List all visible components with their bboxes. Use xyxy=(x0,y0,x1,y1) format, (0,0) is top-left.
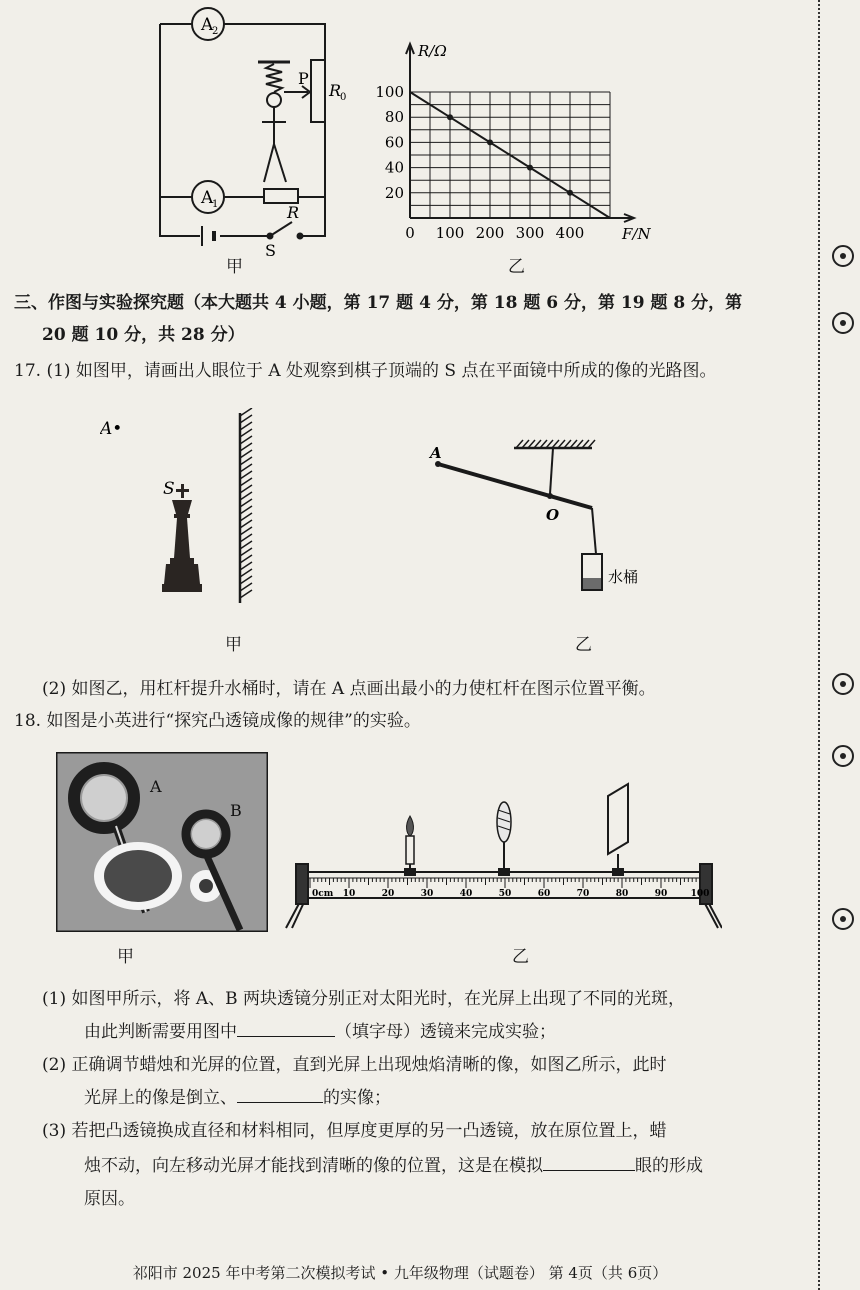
x-tick-label: 300 xyxy=(515,224,545,240)
svg-text:R: R xyxy=(329,81,342,100)
resistance-force-chart xyxy=(370,40,660,240)
q18-part3-text-a: 烛不动，向左移动光屏才能找到清晰的像的位置，这是在模拟 xyxy=(84,1156,543,1176)
binding-hole xyxy=(832,745,854,767)
q18-part3-text-b: 眼的形成 xyxy=(635,1156,703,1176)
circuit-diagram xyxy=(140,4,350,260)
lever-figure xyxy=(420,438,650,608)
optical-bench xyxy=(282,770,722,930)
lever-point-a-label: A xyxy=(430,444,442,462)
ruler-label: 80 xyxy=(615,889,629,899)
q18-part2-line1: (2) 正确调节蜡烛和光屏的位置，直到光屏上出现烛焰清晰的像，如图乙所示，此时 xyxy=(42,1055,667,1075)
x-axis-label: F/N xyxy=(622,225,651,240)
svg-text:A: A xyxy=(201,15,214,35)
q18-answer-blank-2[interactable] xyxy=(237,1084,323,1103)
q18-part1-text-b: （填字母）透镜来完成实验； xyxy=(335,1022,556,1042)
y-tick-label: 80 xyxy=(384,108,404,127)
ruler-label: 30 xyxy=(420,889,434,899)
resistor-r0-label xyxy=(328,81,346,103)
q18-part3-line3: 原因。 xyxy=(84,1189,135,1209)
data-point xyxy=(487,139,493,145)
y-tick-label: 40 xyxy=(384,158,404,177)
candle xyxy=(404,816,416,876)
circuit-caption: 甲 xyxy=(226,257,243,277)
q18-part2-text-a: 光屏上的像是倒立、 xyxy=(84,1088,237,1108)
binding-hole xyxy=(832,245,854,267)
binding-hole xyxy=(832,908,854,930)
ruler-label: 50 xyxy=(498,889,512,899)
y-tick-label: 20 xyxy=(384,183,404,202)
binding-dotted-line xyxy=(818,0,820,1290)
q18-part3-line1: (3) 若把凸透镜换成直径和材料相同，但厚度更厚的另一凸透镜，放在原位置上，蜡 xyxy=(42,1121,667,1141)
ruler-label: 60 xyxy=(537,889,551,899)
q18-part2-line2 xyxy=(84,1084,391,1111)
q18-part2-text-b: 的实像； xyxy=(323,1088,391,1108)
ruler-label: 100 xyxy=(690,889,710,899)
ruler-label: 10 xyxy=(342,889,356,899)
ruler-label: 40 xyxy=(459,889,473,899)
plane-mirror xyxy=(240,408,252,603)
graph-caption: 乙 xyxy=(508,257,525,277)
point-s-label: S xyxy=(163,479,175,499)
q18-part1-line2 xyxy=(84,1018,556,1045)
data-point xyxy=(567,190,573,196)
optical-bench-caption: 乙 xyxy=(512,947,529,967)
q18-stem: 18. 如图是小英进行“探究凸透镜成像的规律”的实验。 xyxy=(14,711,421,731)
chart-tick-labels xyxy=(375,83,584,240)
ruler-label: 20 xyxy=(381,889,395,899)
mirror-figure xyxy=(100,408,280,608)
resistor-r-label: R xyxy=(287,203,300,222)
convex-lens xyxy=(497,802,511,876)
svg-text:2: 2 xyxy=(212,26,219,37)
ruler-label: 90 xyxy=(654,889,668,899)
q18-part3-line2 xyxy=(84,1152,703,1179)
lens-photo xyxy=(56,752,268,932)
svg-text:0: 0 xyxy=(340,92,347,103)
chart-axes xyxy=(406,44,634,222)
ruler-label: 0cm xyxy=(312,889,334,899)
eye-point-a-label: A• xyxy=(100,419,123,439)
data-point xyxy=(527,165,533,171)
binding-hole xyxy=(832,312,854,334)
section-heading-line2: 20 题 10 分，共 28 分） xyxy=(42,325,245,345)
bucket-label: 水桶 xyxy=(608,568,639,586)
mirror-figure-caption: 甲 xyxy=(225,635,242,655)
q18-part1-text-a: 由此判断需要用图中 xyxy=(84,1022,237,1042)
fulcrum-o-label: O xyxy=(546,506,560,524)
lens-b-label: B xyxy=(230,801,242,820)
q17-part1: 17. (1) 如图甲，请画出人眼位于 A 处观察到棋子顶端的 S 点在平面镜中所成的像的光路图。 xyxy=(14,361,717,381)
page-footer: 祁阳市 2025 年中考第二次模拟考试 • 九年级物理（试题卷） 第 4页（共 6页） xyxy=(132,1264,668,1282)
q18-part1-line1: (1) 如图甲所示，将 A、B 两块透镜分别正对太阳光时，在光屏上出现了不同的光斑， xyxy=(42,989,686,1009)
y-axis-label: R/Ω xyxy=(418,42,447,60)
lens-photo-caption: 甲 xyxy=(117,947,134,967)
q18-answer-blank-3[interactable] xyxy=(543,1152,635,1171)
ammeter-a2 xyxy=(192,8,224,40)
chess-piece xyxy=(162,484,202,592)
q17-part2: (2) 如图乙，用杠杆提升水桶时，请在 A 点画出最小的力使杠杆在图示位置平衡。 xyxy=(42,679,656,699)
lens-a-label: A xyxy=(150,777,162,796)
ammeter-a1 xyxy=(192,181,224,213)
data-point xyxy=(447,114,453,120)
slider-p-label: P xyxy=(298,69,309,88)
x-tick-label: 200 xyxy=(475,224,505,240)
x-tick-label: 400 xyxy=(555,224,585,240)
light-screen xyxy=(608,784,628,876)
lever-figure-caption: 乙 xyxy=(575,635,592,655)
x-tick-label: 0 xyxy=(405,224,415,240)
switch-s-label: S xyxy=(265,241,276,260)
ruler-label: 70 xyxy=(576,889,590,899)
section-heading-line1: 三、作图与实验探究题（本大题共 4 小题，第 17 题 4 分，第 18 题 6 分，第 19 题 8 分，第 xyxy=(14,293,743,313)
y-tick-label: 60 xyxy=(384,133,404,152)
q18-answer-blank-1[interactable] xyxy=(237,1018,335,1037)
binding-hole xyxy=(832,673,854,695)
svg-text:A: A xyxy=(201,188,214,208)
y-tick-label: 100 xyxy=(375,83,404,101)
svg-text:1: 1 xyxy=(212,199,219,210)
x-tick-label: 100 xyxy=(435,224,465,240)
